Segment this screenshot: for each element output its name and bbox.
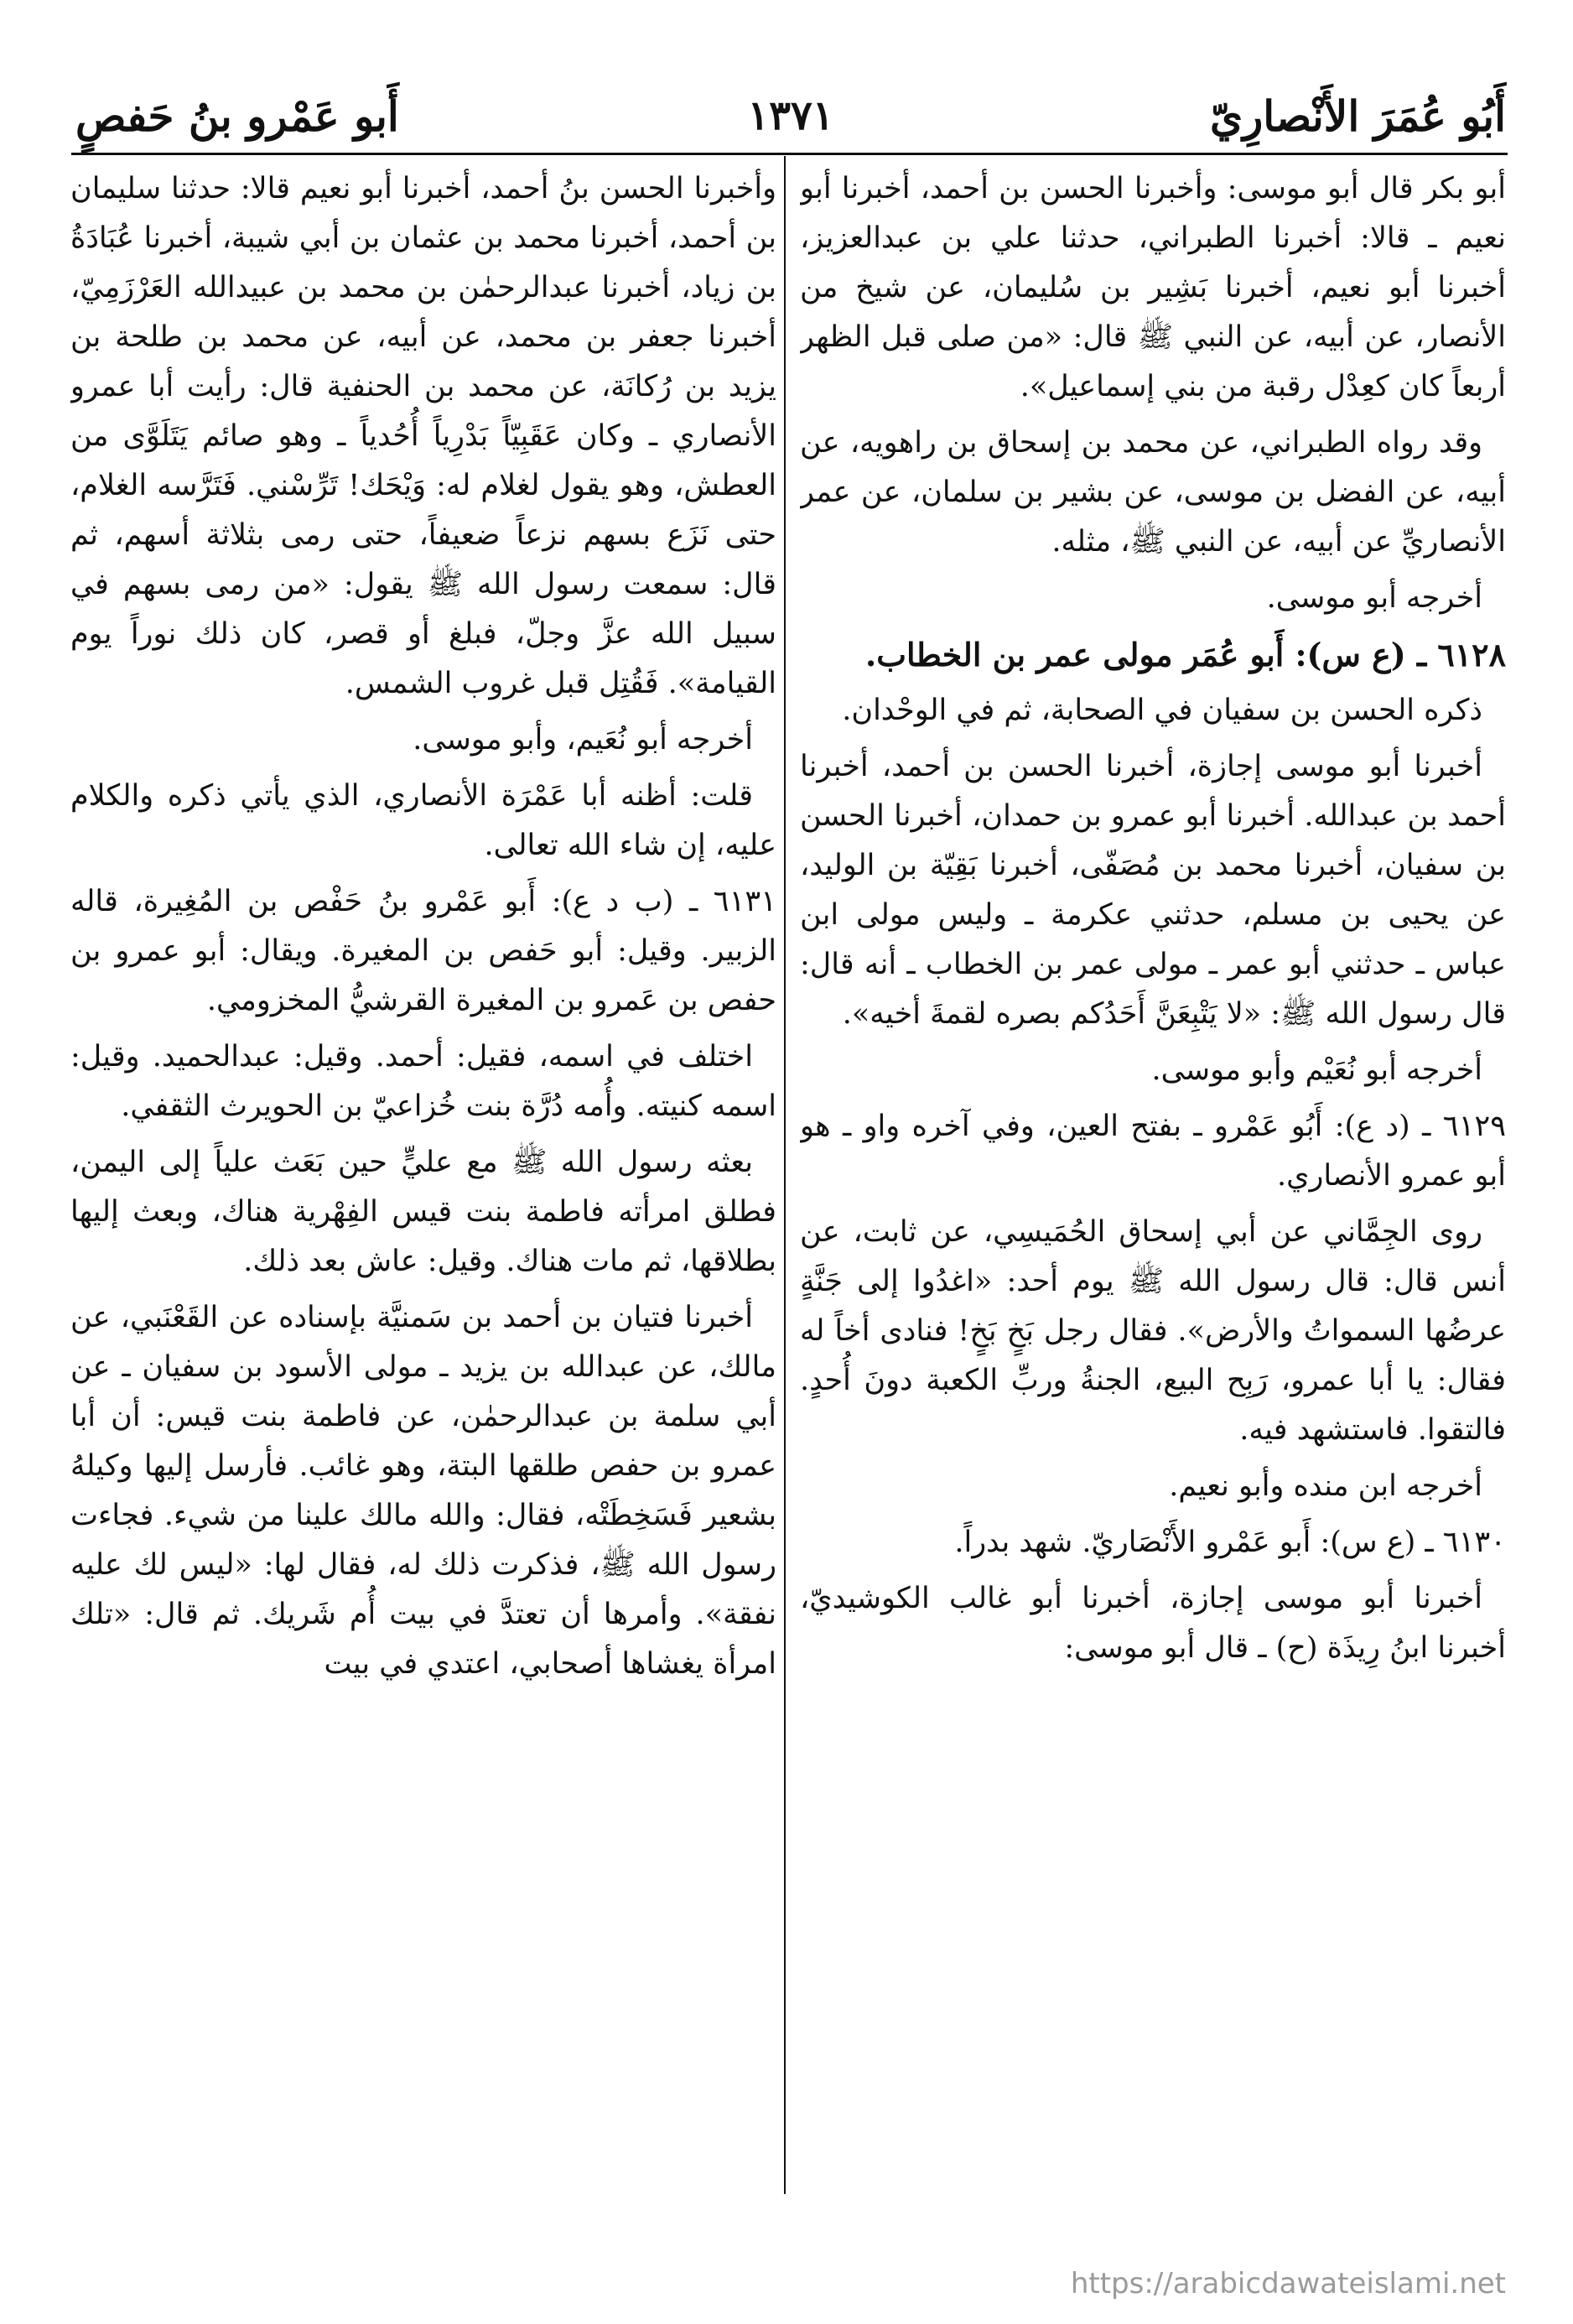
paragraph: بعثه رسول الله ﷺ مع عليٍّ حين بَعَث علياً إلى اليمن، فطلق امرأته فاطمة بنت قيس الفِهْرية هناك، وبعث إليها بطلاقها، ثم مات هناك. وقيل: عاش بعد ذلك. xyxy=(70,1146,776,1278)
paragraph: ذكره الحسن بن سفيان في الصحابة، ثم في الوحْدان. xyxy=(842,694,1482,727)
running-header xyxy=(75,82,1506,149)
paragraph: أخرجه ابن منده وأبو نعيم. xyxy=(1169,1469,1482,1503)
paragraph: وأخبرنا الحسن بنُ أحمد، أخبرنا أبو نعيم قالا: حدثنا سليمان بن أحمد، أخبرنا محمد بن عثمان بن أبي شيبة، أخبرنا عُبَادَةُ بن زياد، أخبرنا عبدالرحمٰن بن محمد بن عبيدالله العَرْزَمِيّ، أخبرنا جعفر بن محمد، عن أبيه، عن محمد بن طلحة بن يزيد بن رُكانَة، عن محمد بن الحنفية قال: رأيت أبا عمرو الأنصاري ـ وكان عَقَبِيّاً بَدْرِياً أُحُدياً ـ وهو صائم يَتَلَوَّى من العطش، وهو يقول لغلام له: وَيْحَك! تَرِّسْني. فَتَرَّسه الغلام، حتى نَزَع بسهم نزعاً ضعيفاً، حتى رمى بثلاثة أسهم، ثم قال: سمعت رسول الله ﷺ يقول: «من رمى بسهم في سبيل الله عزَّ وجلّ، فبلغ أو قصر، كان ذلك نوراً يوم القيامة». فَقُتِل قبل غروب الشمس. xyxy=(70,172,776,700)
paragraph: اختلف في اسمه، فقيل: أحمد. وقيل: عبدالحميد. وقيل: اسمه كنيته. وأُمه دُرَّة بنت خُزاعيّ بن الحويرث الثقفي. xyxy=(70,1040,776,1123)
paragraph: أخرجه أبو موسى. xyxy=(1266,581,1482,615)
entry-heading: ٦١٣١ ـ (ب د ع): أَبو عَمْرو بنُ حَفْص بن المُغِيرة، قاله الزبير. وقيل: أبو حَفص بن المغيرة. ويقال: أبو عمرو بن حفص بن عَمرو بن المغيرة القرشيُّ المخزومي. xyxy=(70,885,776,1017)
paragraph: روى الجِمَّاني عن أبي إسحاق الحُمَيسِي، عن ثابت، عن أنس قال: قال رسول الله ﷺ يوم أحد: «اغدُوا إلى جَنَّةٍ عرضُها السمواتُ والأرض». فقال رجل بَخٍ بَخٍ! فنادى أخاً له فقال: يا أبا عمرو، رَبِح البيع، الجنةُ وربِّ الكعبة دونَ أُحدٍ. فالتقوا. فاستشهد فيه. xyxy=(800,1215,1506,1447)
paragraph: أخبرنا أبو موسى إجازة، أخبرنا أبو غالب الكوشيديّ، أخبرنا ابنُ رِيذَة (ح) ـ قال أبو موسى: xyxy=(800,1582,1506,1665)
entry-heading: ٦١٣٠ ـ (ع س): أَبو عَمْرو الأَنْصَاريّ. شهد بدراً. xyxy=(954,1526,1506,1559)
paragraph: أخرجه أبو نُعَيْم وأبو موسى. xyxy=(1151,1053,1482,1087)
paragraph: وقد رواه الطبراني، عن محمد بن إسحاق بن راهويه، عن أبيه، عن الفضل بن موسى، عن بشير بن سلمان، عن عمر الأنصاريِّ عن أبيه، عن النبي ﷺ، مثله. xyxy=(800,426,1506,559)
paragraph: أخبرنا أبو موسى إجازة، أخبرنا الحسن بن أحمد، أخبرنا أحمد بن عبدالله. أخبرنا أبو عمرو بن حمدان، أخبرنا الحسن بن سفيان، أخبرنا محمد بن مُصَفّى، أخبرنا بَقِيّة بن الوليد، عن يحيى بن مسلم، حدثني عكرمة ـ وليس مولى ابن عباس ـ حدثني أبو عمر ـ مولى عمر بن الخطاب ـ أنه قال: قال رسول الله ﷺ: «لا يَتْبِعَنَّ أَحَدُكم بصره لقمةَ أخيه». xyxy=(800,750,1506,1031)
paragraph: أخبرنا فتيان بن أحمد بن سَمنيَّة بإسناده عن القَعْنَبي، عن مالك، عن عبدالله بن يزيد ـ مولى الأسود بن سفيان ـ عن أبي سلمة بن عبدالرحمٰن، عن فاطمة بنت قيس: أن أبا عمرو بن حفص طلقها البتة، وهو غائب. فأرسل إليها وكيلهُ بشعير فَسَخِطَتْه، فقال: والله مالك علينا من شيء. فجاءت رسول الله ﷺ، فذكرت ذلك له، فقال لها: «ليس لك عليه نفقة». وأمرها أن تعتدَّ في بيت أُم شَريك. ثم قال: «تلك امرأة يغشاها أصحابي، اعتدي في بيت xyxy=(70,1301,776,1681)
entry-heading: ٦١٢٩ ـ (د ع): أَبُو عَمْرو ـ بفتح العين، وفي آخره واو ـ هو أبو عمرو الأنصاري. xyxy=(800,1110,1506,1193)
paragraph: أبو بكر قال أبو موسى: وأخبرنا الحسن بن أحمد، أخبرنا أبو نعيم ـ قالا: أخبرنا الطبراني، حدثنا علي بن عبدالعزيز، أخبرنا أبو نعيم، أخبرنا بَشِير بن سُليمان، عن شيخ من الأنصار، عن أبيه، عن النبي ﷺ قال: «من صلى قبل الظهر أربعاً كان كعِدْل رقبة من بني إسماعيل». xyxy=(800,172,1506,403)
paragraph: قلت: أظنه أبا عَمْرَة الأنصاري، الذي يأتي ذكره والكلام عليه، إن شاء الله تعالى. xyxy=(70,779,776,862)
paragraph: أخرجه أبو نُعَيم، وأبو موسى. xyxy=(413,723,753,756)
column-separator xyxy=(784,156,786,2194)
page-number: ١٣٧١ xyxy=(747,92,834,139)
entry-heading: ٦١٢٨ ـ (ع س): أَبو عُمَر مولى عمر بن الخطاب. xyxy=(864,636,1506,673)
header-right-title: أَبُو عُمَرَ الأَنْصارِيّ xyxy=(1210,91,1506,141)
header-left-title: أَبو عَمْرو بنُ حَفصٍ xyxy=(75,91,399,141)
right-column xyxy=(800,164,1506,2194)
header-rule xyxy=(71,153,1508,155)
website-watermark: https://arabicdawateislami.net xyxy=(1070,2267,1506,2301)
left-column xyxy=(70,164,776,2194)
